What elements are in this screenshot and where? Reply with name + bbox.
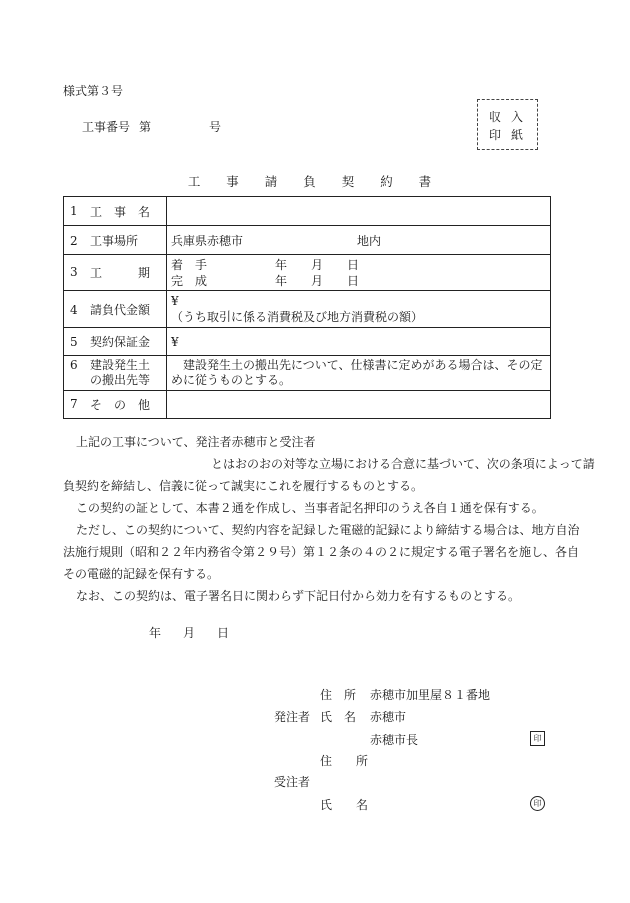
soil-destination-value (167, 356, 551, 391)
row-number: 7 (70, 397, 78, 411)
body-para3-line1: ただし、この契約について、契約内容を記録した電磁的記録により締結する場合は、地方自治 (76, 523, 580, 537)
row-work-location (64, 226, 551, 255)
row-number: 3 (70, 265, 78, 279)
body-para4: なお、この契約は、電子署名日に関わらず下記日付から効力を有するものとする。 (76, 589, 521, 603)
orderer-address-label: 住 所 (320, 688, 357, 702)
contract-table (63, 196, 551, 419)
work-name-value (167, 197, 551, 226)
body-para1-line3: 負契約を締結し、信義に従って誠実にこれを履行するものとする。 (63, 479, 424, 493)
body-para2: この契約の証として、本書２通を作成し、当事者記名押印のうえ各自１通を保有する。 (76, 501, 544, 515)
other-value (167, 391, 551, 419)
row-soil-destination (64, 356, 551, 391)
orderer-name-label: 氏 名 (320, 710, 357, 724)
row-number: 4 (70, 302, 78, 317)
body-para1-line1: 上記の工事について、発注者赤穂市と受注者 (76, 435, 316, 449)
label-deposit: 契約保証金 (90, 335, 151, 349)
date-day: 日 (217, 626, 230, 640)
row-deposit (64, 328, 551, 356)
work-location-value (167, 226, 551, 255)
deposit-value: ¥ (167, 328, 551, 356)
document-title: 工 事 請 負 契 約 書 (187, 174, 443, 189)
work-number-suffix: 号 (209, 120, 222, 134)
orderer-address: 赤穂市加里屋８１番地 (370, 688, 491, 702)
row-label-cell (64, 197, 167, 226)
amount-yen: ¥ (171, 294, 179, 308)
label-work-name: 工 事 名 (90, 204, 150, 219)
location-suffix: 地内 (357, 233, 382, 248)
orderer-name: 赤穂市 (370, 710, 407, 724)
work-number-label: 工事番号 (82, 120, 131, 134)
contractor-address-label: 住 所 (320, 754, 369, 768)
body-para3-line3: その電磁的記録を保有する。 (63, 567, 220, 581)
work-number-prefix: 第 (139, 120, 152, 134)
row-number: 2 (70, 233, 78, 248)
revenue-stamp-box (477, 99, 538, 150)
period-end: 完 成 年 月 日 (171, 273, 360, 288)
row-contract-amount (64, 291, 551, 328)
date-month: 月 (183, 626, 196, 640)
date-year: 年 (149, 626, 162, 640)
contractor-seal: 印 (530, 796, 545, 811)
label-soil-line2: の搬出先等 (90, 373, 151, 387)
row-work-name (64, 197, 551, 226)
row-other (64, 391, 551, 419)
label-work-location: 工事場所 (90, 233, 139, 248)
period-start: 着 手 年 月 日 (171, 257, 360, 272)
revenue-stamp-line2: 印紙 (489, 128, 534, 142)
body-para3-line2: 法施行規則（昭和２２年内務省令第２９号）第１２条の４の２に規定する電子署名を施し、各自 (63, 545, 580, 559)
contract-amount-value (167, 291, 551, 328)
orderer-title: 赤穂市長 (370, 733, 419, 747)
orderer-seal: 印 (530, 731, 545, 746)
body-para1-line2: とはおのおの対等な立場における合意に基づいて、次の条項によって請 (211, 457, 595, 471)
orderer-role: 発注者 (274, 710, 311, 724)
location-city: 兵庫県赤穂市 (171, 233, 244, 248)
row-work-period (64, 255, 551, 291)
revenue-stamp-line1: 収入 (489, 110, 534, 124)
row-number: 1 (70, 203, 78, 218)
contractor-role: 受注者 (274, 775, 311, 789)
form-number: 様式第３号 (63, 84, 124, 98)
contractor-name-label: 氏 名 (320, 798, 369, 812)
label-contract-amount: 請負代金額 (90, 302, 151, 317)
label-work-period: 工 期 (90, 266, 150, 280)
amount-tax-note: （うち取引に係る消費税及び地方消費税の額） (171, 310, 424, 324)
row-number: 6 (70, 358, 78, 372)
label-soil-line1: 建設発生土 (90, 358, 151, 372)
row-number: 5 (70, 335, 78, 349)
work-period-value (167, 255, 551, 291)
soil-destination-text: 建設発生土の搬出先について、仕様書に定めがある場合は、その定めに従うものとする。 (171, 358, 543, 387)
label-other: そ の 他 (90, 398, 150, 412)
